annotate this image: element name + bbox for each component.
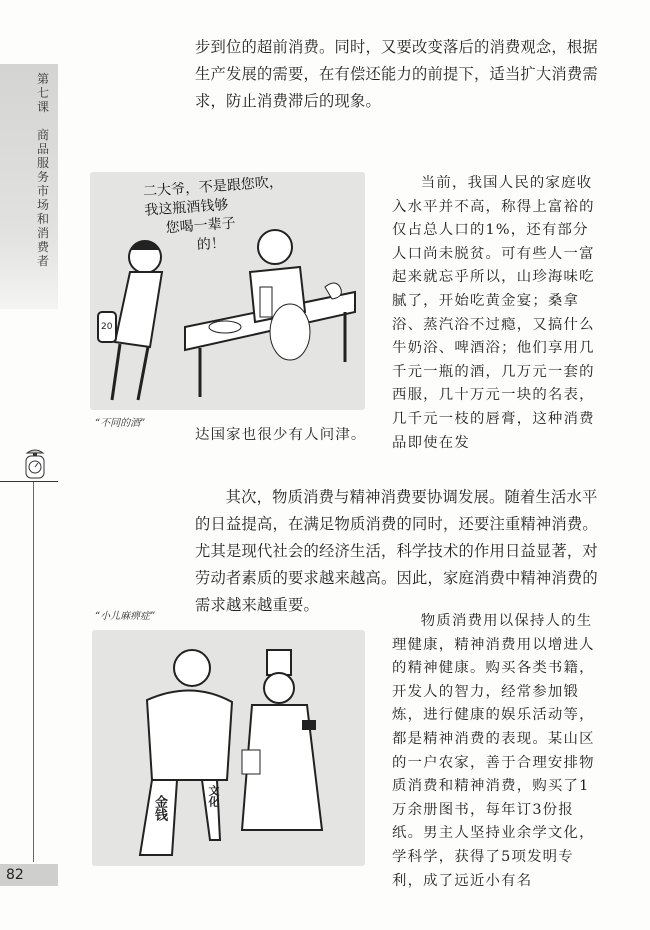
scale-icon	[24, 447, 46, 479]
leg-label-culture: 文化	[207, 785, 220, 807]
cartoon-caption: “小儿麻痹症”	[95, 611, 156, 622]
page-number: 82	[0, 864, 58, 886]
margin-rule	[33, 482, 34, 862]
cartoon-caption: “不同的酒”	[95, 418, 146, 429]
cartoon-different-wine	[90, 172, 365, 410]
lesson-number: 第七课	[37, 72, 50, 114]
leg-label-money: 金钱	[152, 795, 167, 821]
bottle-label: 20	[101, 322, 113, 332]
lesson-title: 商品服务市场和消费者	[37, 128, 50, 268]
paragraph-4-column: 物质消费用以保持人的生理健康，精神消费用以增进人的精神健康。购买各类书籍，开发人的智力，经常参加锻炼，进行健康的娱乐活动等，都是精神消费的表现。某山区的一户农家，善于合理安排物质消费和精神消费，购买了1万余册图书，每年订3份报纸。男主人坚持业余学文化，学科学，获得了5项发明专利，成了远近小有名	[392, 613, 595, 889]
cartoon-polio	[92, 630, 365, 866]
paragraph-1: 步到位的超前消费。同时，又要改变落后的消费观念，根据生产发展的需要，在有偿还能力的前提下，适当扩大消费需求，防止消费滞后的现象。	[195, 38, 598, 110]
speech-line: 的！	[196, 235, 226, 254]
divider	[0, 481, 58, 482]
paragraph-3: 其次，物质消费与精神消费要协调发展。随着生活水平的日益提高，在满足物质消费的同时，还要注重精神消费。尤其是现代社会的经济生活，科学技术的作用日益显著，对劳动者素质的要求越来越高。因此，家庭消费中精神消费的需求越来越重要。	[195, 488, 598, 614]
paragraph-2-column: 当前，我国人民的家庭收入水平并不高，称得上富裕的仅占总人口的1%，还有部分人口尚未脱贫。可有些人一富起来就忘乎所以，山珍海味吃腻了，开始吃黄金宴；桑拿浴、蒸汽浴不过瘾，又搞什么牛奶浴、啤酒浴；他们享用几千元一瓶的酒，几万元一套的西服，几十万元一块的名表，几千元一枝的唇膏，这种消费品即使在发	[392, 175, 595, 451]
speech-line: 您喝一辈子	[165, 215, 237, 237]
chapter-sidebar	[0, 64, 58, 309]
cartoon-drawing	[92, 630, 365, 866]
paragraph-2-tail: 达国家也很少有人问津。	[195, 427, 367, 443]
speech-line: 我这瓶酒钱够	[143, 197, 229, 219]
speech-line: 二大爷，不是跟您吹，	[142, 174, 284, 200]
